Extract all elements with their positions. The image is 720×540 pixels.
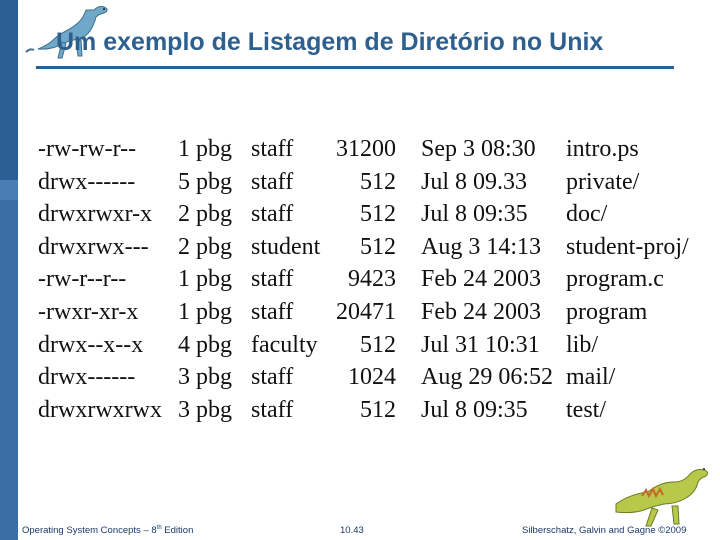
row-group: staff	[251, 396, 294, 423]
footer-copyright: Silberschatz, Galvin and Gagne ©2009	[522, 525, 687, 536]
listing-row	[38, 264, 698, 297]
slide-title: Um exemplo de Listagem de Diretório no Unix	[56, 28, 604, 56]
directory-listing	[38, 134, 698, 427]
row-filename: student-proj/	[566, 233, 689, 260]
row-filename: test/	[566, 396, 606, 423]
row-filename: lib/	[566, 331, 599, 358]
listing-row	[38, 395, 698, 428]
row-links-owner: 3 pbg	[178, 364, 232, 391]
row-permissions: drwx--x--x	[38, 331, 144, 358]
row-size: 512	[360, 331, 396, 358]
row-links-owner: 1 pbg	[178, 266, 232, 293]
row-filename: intro.ps	[566, 136, 639, 162]
row-date: Sep 3 08:30	[421, 136, 536, 162]
row-links-owner: 1 pbg	[178, 136, 232, 162]
row-size: 512	[360, 201, 396, 228]
row-group: staff	[251, 168, 294, 195]
row-permissions: -rw-r--r--	[38, 266, 127, 293]
footer-left-prefix: Operating System Concepts – 8	[22, 525, 157, 537]
row-size: 512	[360, 396, 396, 423]
row-filename: mail/	[566, 364, 616, 391]
row-permissions: drwx------	[38, 168, 136, 195]
listing-row	[38, 134, 698, 167]
row-size: 1024	[348, 364, 396, 391]
row-links-owner: 1 pbg	[178, 298, 232, 325]
row-permissions: drwx------	[38, 364, 136, 391]
row-size: 31200	[336, 136, 396, 162]
listing-row	[38, 199, 698, 232]
row-date: Feb 24 2003	[421, 298, 541, 325]
row-links-owner: 3 pbg	[178, 396, 232, 423]
row-links-owner: 4 pbg	[178, 331, 232, 358]
row-size: 20471	[336, 298, 396, 325]
row-group: staff	[251, 266, 294, 293]
dinosaur-corner-icon	[612, 464, 716, 534]
listing-row	[38, 297, 698, 330]
row-links-owner: 5 pbg	[178, 168, 232, 195]
row-permissions: drwxrwxrwx	[38, 396, 162, 423]
title-underline	[36, 66, 674, 69]
row-links-owner: 2 pbg	[178, 233, 232, 260]
row-size: 512	[360, 233, 396, 260]
row-date: Feb 24 2003	[421, 266, 541, 293]
row-permissions: drwxrwxr-x	[38, 201, 153, 228]
row-date: Aug 3 14:13	[421, 233, 541, 260]
row-date: Jul 31 10:31	[421, 331, 540, 358]
row-filename: program	[566, 298, 648, 325]
row-date: Jul 8 09.33	[421, 168, 528, 195]
footer-left-sup: th	[156, 525, 162, 531]
row-group: student	[251, 233, 321, 260]
row-date: Jul 8 09:35	[421, 396, 528, 423]
listing-row	[38, 330, 698, 363]
row-permissions: -rw-rw-r--	[38, 136, 137, 162]
row-date: Jul 8 09:35	[421, 201, 528, 228]
row-permissions: -rwxr-xr-x	[38, 298, 139, 325]
row-date: Aug 29 06:52	[421, 364, 553, 391]
listing-row	[38, 232, 698, 265]
row-filename: private/	[566, 168, 640, 195]
footer-page-number: 10.43	[340, 525, 364, 536]
footer-left-suffix: Edition	[161, 525, 194, 537]
row-group: staff	[251, 364, 294, 391]
listing-row	[38, 362, 698, 395]
row-filename: program.c	[566, 266, 664, 293]
listing-row	[38, 167, 698, 200]
row-group: staff	[251, 298, 294, 325]
side-accent-bar	[0, 0, 18, 540]
row-filename: doc/	[566, 201, 608, 228]
row-group: faculty	[251, 331, 318, 358]
row-size: 512	[360, 168, 396, 195]
row-permissions: drwxrwx---	[38, 233, 149, 260]
row-group: staff	[251, 136, 294, 162]
row-group: staff	[251, 201, 294, 228]
row-size: 9423	[348, 266, 396, 293]
footer-book-title	[22, 525, 193, 536]
row-links-owner: 2 pbg	[178, 201, 232, 228]
